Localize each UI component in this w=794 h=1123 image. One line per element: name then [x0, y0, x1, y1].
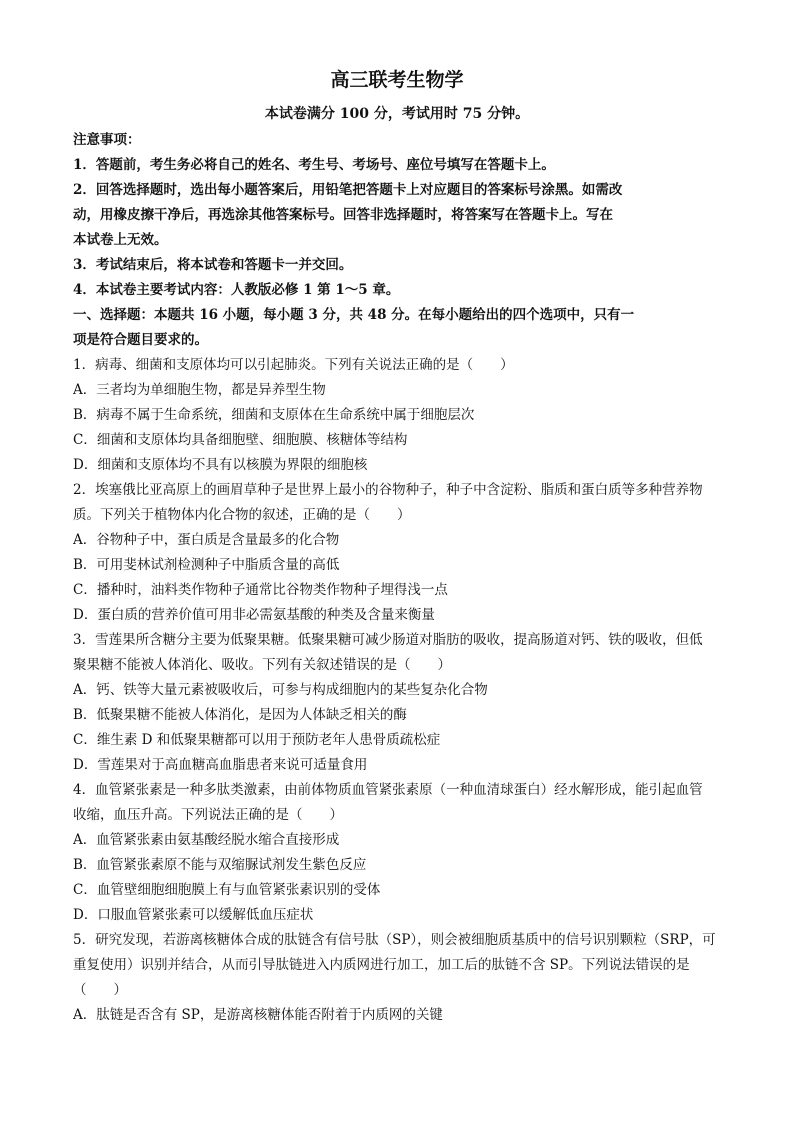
exam-subtitle: 本试卷满分 100 分，考试用时 75 分钟。	[264, 106, 530, 122]
question-stem: 质。下列关于植物体内化合物的叙述，正确的是（ ）	[73, 507, 411, 523]
option-a: A．血管紧张素由氨基酸经脱水缩合直接形成	[73, 832, 340, 848]
option-b: B．血管紧张素原不能与双缩脲试剂发生紫色反应	[73, 857, 367, 873]
option-a: A．谷物种子中，蛋白质是含量最多的化合物	[73, 532, 340, 548]
notice-line: 动，用橡皮擦干净后，再选涂其他答案标号。回答非选择题时，将答案写在答题卡上。写在	[73, 207, 613, 223]
notice-heading: 注意事项：	[73, 132, 141, 148]
question-stem: （ ）	[73, 982, 127, 998]
question-4	[73, 778, 728, 928]
section-heading: 一、选择题：本题共 16 小题，每小题 3 分，共 48 分。在每小题给出的四个选项中，只有一	[73, 307, 635, 323]
question-3	[73, 628, 728, 778]
notice-line: 本试卷上无效。	[73, 232, 168, 248]
question-5	[73, 928, 728, 1028]
question-stem: 1．病毒、细菌和支原体均可以引起肺炎。下列有关说法正确的是（ ）	[73, 357, 514, 373]
notice-line: 4．本试卷主要考试内容：人教版必修 1 第 1～5 章。	[73, 282, 400, 298]
option-b: B．病毒不属于生命系统，细菌和支原体在生命系统中属于细胞层次	[73, 407, 475, 423]
section-heading-cont: 项是符合题目要求的。	[73, 332, 208, 348]
question-stem: 收缩，血压升高。下列说法正确的是（ ）	[73, 807, 343, 823]
option-d: D．蛋白质的营养价值可用非必需氨基酸的种类及含量来衡量	[73, 607, 435, 623]
notice-line: 1．答题前，考生务必将自己的姓名、考生号、考场号、座位号填写在答题卡上。	[73, 157, 555, 173]
option-c: C．维生素 D 和低聚果糖都可以用于预防老年人患骨质疏松症	[73, 732, 441, 748]
question-stem: 2．埃塞俄比亚高原上的画眉草种子是世界上最小的谷物种子，种子中含淀粉、脂质和蛋白质等多种营养物	[73, 482, 703, 498]
exam-title: 高三联考生物学	[330, 69, 464, 91]
option-a: A．三者均为单细胞生物，都是异养型生物	[73, 382, 326, 398]
option-a: A．肽链是否含有 SP，是游离核糖体能否附着于内质网的关键	[73, 1007, 443, 1023]
question-stem: 5．研究发现，若游离核糖体合成的肽链含有信号肽（SP），则会被细胞质基质中的信号识别颗粒（SRP，可	[73, 932, 716, 948]
option-c: C．细菌和支原体均具备细胞壁、细胞膜、核糖体等结构	[73, 432, 408, 448]
option-a: A．钙、铁等大量元素被吸收后，可参与构成细胞内的某些复杂化合物	[73, 682, 488, 698]
question-stem: 3．雪莲果所含糖分主要为低聚果糖。低聚果糖可减少肠道对脂肪的吸收，提高肠道对钙、铁的吸收，但低	[73, 632, 703, 648]
question-2	[73, 478, 728, 628]
exam-body	[73, 128, 728, 1028]
option-c: C．播种时，油料类作物种子通常比谷物类作物种子埋得浅一点	[73, 582, 448, 598]
question-stem: 重复使用）识别并结合，从而引导肽链进入内质网进行加工，加工后的肽链不含 SP。下列说法错误的是	[73, 957, 690, 973]
question-stem: 4．血管紧张素是一种多肽类激素，由前体物质血管紧张素原（一种血清球蛋白）经水解形成，能引起血管	[73, 782, 703, 798]
question-stem: 聚果糖不能被人体消化、吸收。下列有关叙述错误的是（ ）	[73, 657, 451, 673]
option-b: B．低聚果糖不能被人体消化，是因为人体缺乏相关的酶	[73, 707, 407, 723]
option-d: D．口服血管紧张素可以缓解低血压症状	[73, 907, 314, 923]
option-d: D．雪莲果对于高血糖高血脂患者来说可适量食用	[73, 757, 368, 773]
notice-line: 2．回答选择题时，选出每小题答案后，用铅笔把答题卡上对应题目的答案标号涂黑。如需改	[73, 182, 623, 198]
question-1	[73, 353, 728, 478]
option-c: C．血管壁细胞细胞膜上有与血管紧张素识别的受体	[73, 882, 381, 898]
notice-line: 3．考试结束后，将本试卷和答题卡一并交回。	[73, 257, 353, 273]
option-b: B．可用斐林试剂检测种子中脂质含量的高低	[73, 557, 340, 573]
option-d: D．细菌和支原体均不具有以核膜为界限的细胞核	[73, 457, 368, 473]
